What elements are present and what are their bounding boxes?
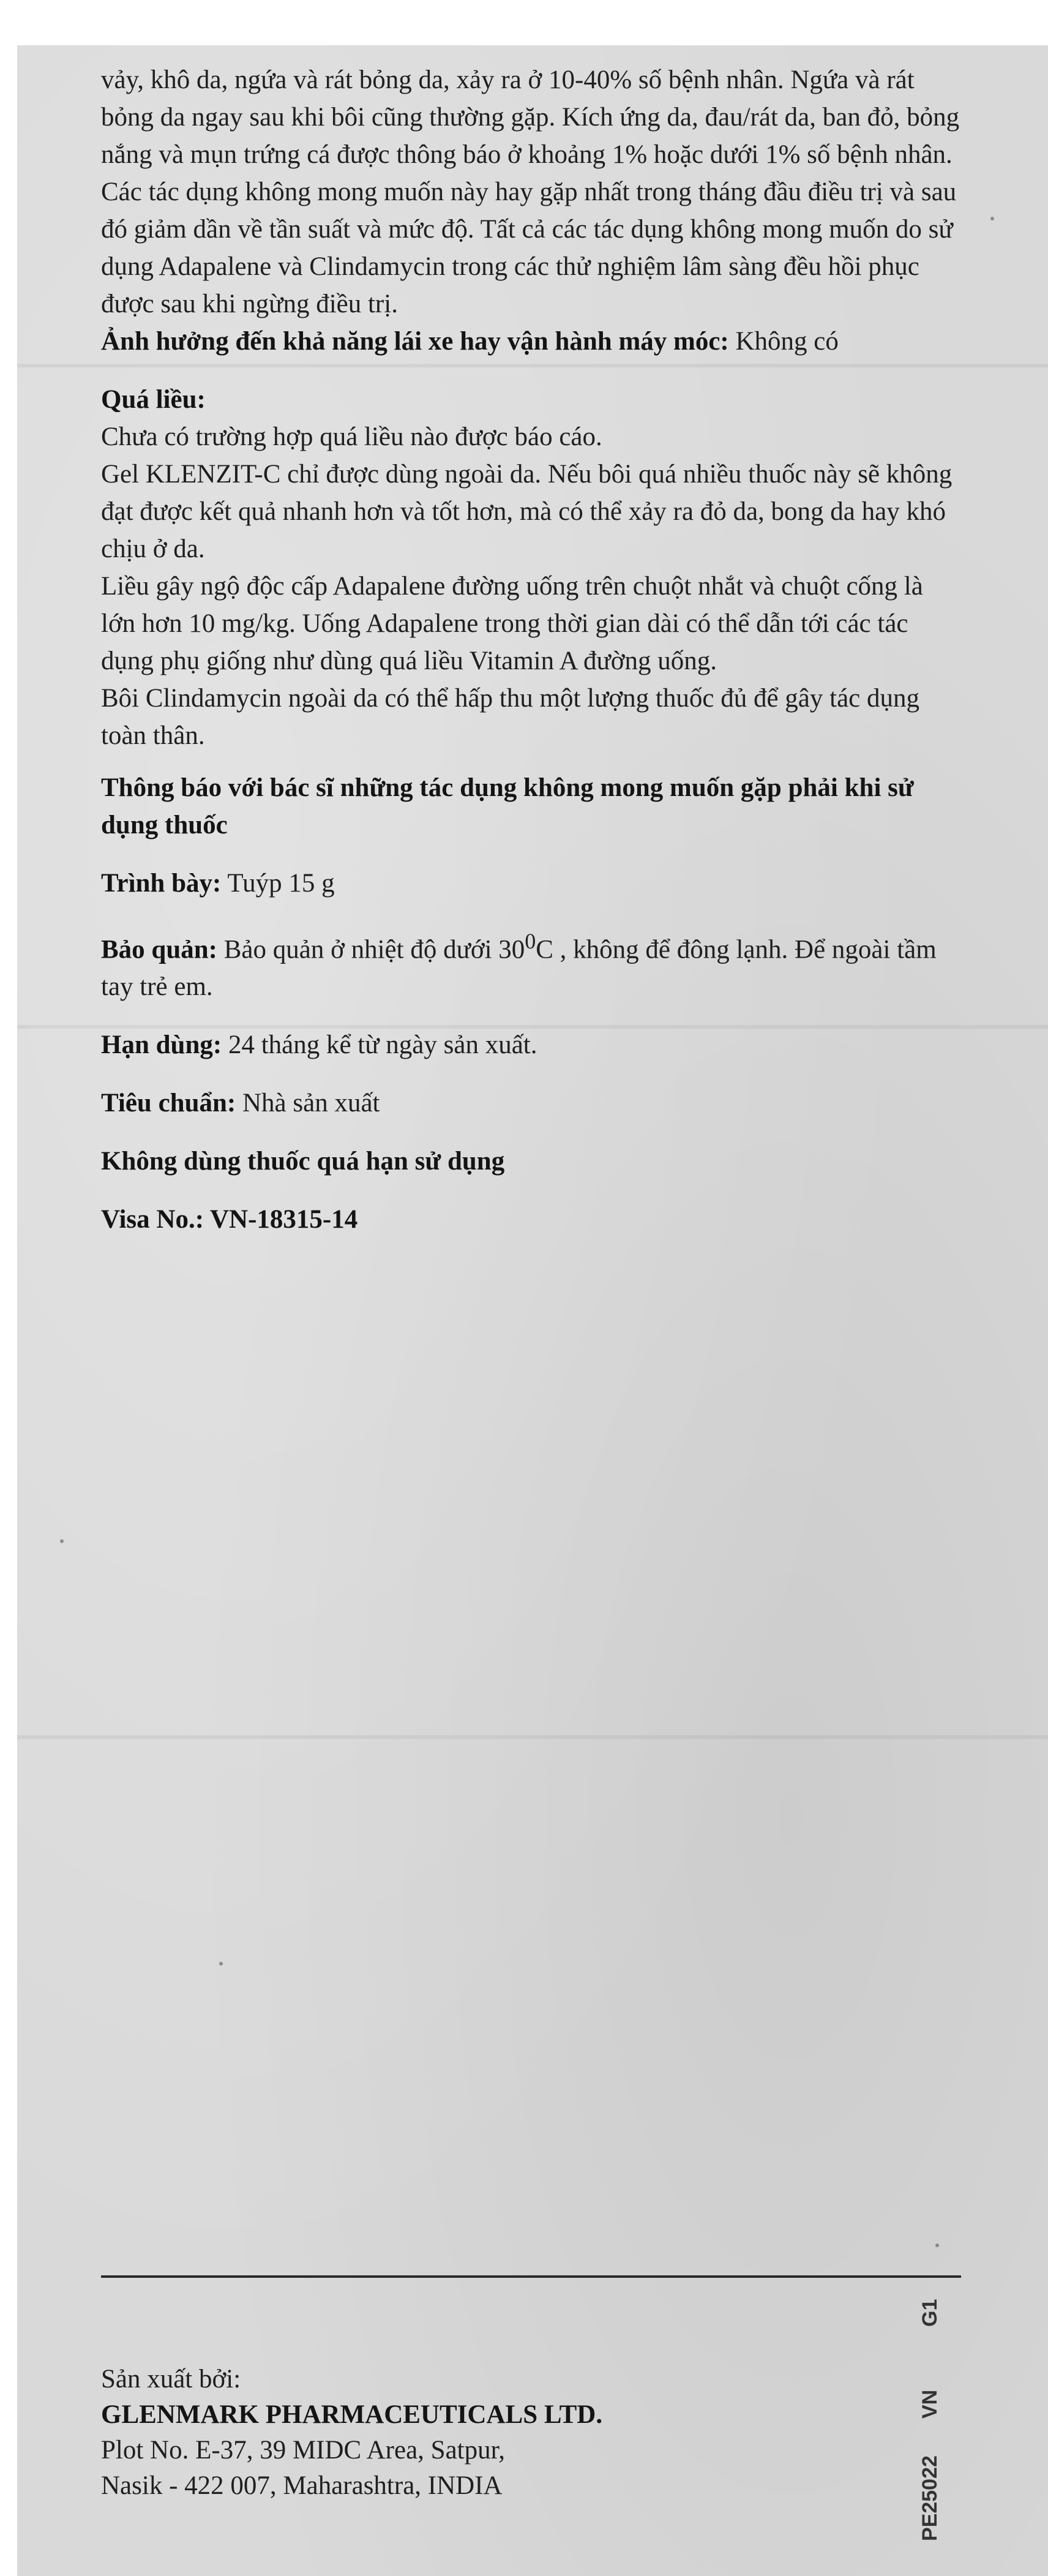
made-by-label: Sản xuất bởi: (101, 2365, 241, 2394)
paper-fold (17, 1735, 1048, 1739)
address-line: Nasik - 422 007, Maharashtra, INDIA (101, 2471, 503, 2500)
manufacturer-block (101, 2362, 836, 2504)
standard-line (101, 1084, 961, 1122)
company-name: GLENMARK PHARMACEUTICALS LTD. (101, 2400, 603, 2429)
print-code-version: G1 (918, 2299, 941, 2327)
storage-line: Bảo quản: Bảo quản ở nhiệt độ dưới $30^0C$ , không để đông lạnh. Để ngoài tầm tay trẻ em. (101, 929, 937, 1002)
expiry-value: 24 tháng kể từ ngày sản xuất. (222, 1031, 537, 1060)
overdose-line: Bôi Clindamycin ngoài da có thể hấp thu một lượng thuốc đủ để gây tác dụng toàn thân. (101, 684, 919, 750)
print-code-batch: PE25022 (918, 2455, 941, 2541)
overdose-line: Liều gây ngộ độc cấp Adapalene đường uống trên chuột nhắt và chuột cống là lớn hơn 10 mg/kg. Uống Adapalene trong thời gian dài có thể dẫn tới các tác dụng phụ giống như dùng quá liều Vitamin A đường uống. (101, 572, 923, 675)
paper-speck (219, 1962, 223, 1966)
leaflet-body (101, 61, 961, 1238)
side-effects-paragraph: vảy, khô da, ngứa và rát bỏng da, xảy ra ở 10-40% số bệnh nhân. Ngứa và rát bỏng da ngay sau khi bôi cũng thường gặp. Kích ứng da, đau/rát da, ban đỏ, bỏng nắng và mụn trứng cá được thông báo ở khoảng 1% hoặc dưới 1% số bệnh nhân. Các tác dụng không mong muốn này hay gặp nhất trong tháng đầu điều trị và sau đó giảm dần về tần suất và mức độ. Tất cả các tác dụng không mong muốn do sử dụng Adapalene và Clindamycin trong các thử nghiệm lâm sàng đều hồi phục được sau khi ngừng điều trị. (101, 66, 960, 318)
overdose-line: Gel KLENZIT-C chỉ được dùng ngoài da. Nếu bôi quá nhiều thuốc này sẽ không đạt được kết quả nhanh hơn và tốt hơn, mà có thể xảy ra đỏ da, bong da hay khó chịu ở da. (101, 460, 953, 563)
footer-divider (101, 2275, 961, 2278)
driving-value: Không có (728, 327, 839, 356)
storage-label: Bảo quản: (101, 935, 217, 964)
paper-speck (990, 217, 994, 220)
standard-value: Nhà sản xuất (236, 1089, 380, 1118)
expiry-line (101, 1026, 961, 1064)
presentation-value: Tuýp 15 g (221, 869, 335, 898)
paper-speck (935, 2244, 939, 2247)
visa-number: Visa No.: VN-18315-14 (101, 1205, 358, 1234)
address-line: Plot No. E-37, 39 MIDC Area, Satpur, (101, 2436, 505, 2465)
expiry-label: Hạn dùng: (101, 1031, 222, 1060)
degree-symbol: 0 (525, 929, 536, 953)
notice-heading: Thông báo với bác sĩ những tác dụng không mong muốn gặp phải khi sử dụng thuốc (101, 773, 914, 839)
expiry-warning: Không dùng thuốc quá hạn sử dụng (101, 1147, 505, 1176)
presentation-label: Trình bày: (101, 869, 222, 898)
standard-label: Tiêu chuẩn: (101, 1089, 236, 1118)
presentation-line (101, 865, 961, 902)
driving-paragraph (101, 323, 961, 360)
overdose-heading: Quá liều: (101, 385, 206, 414)
driving-label: Ảnh hưởng đến khả năng lái xe hay vận hành máy móc: (101, 327, 729, 356)
paper-speck (60, 1539, 64, 1543)
print-code (918, 2259, 949, 2541)
print-code-country: VN (918, 2389, 941, 2419)
overdose-line: Chưa có trường hợp quá liều nào được báo cáo. (101, 422, 602, 451)
